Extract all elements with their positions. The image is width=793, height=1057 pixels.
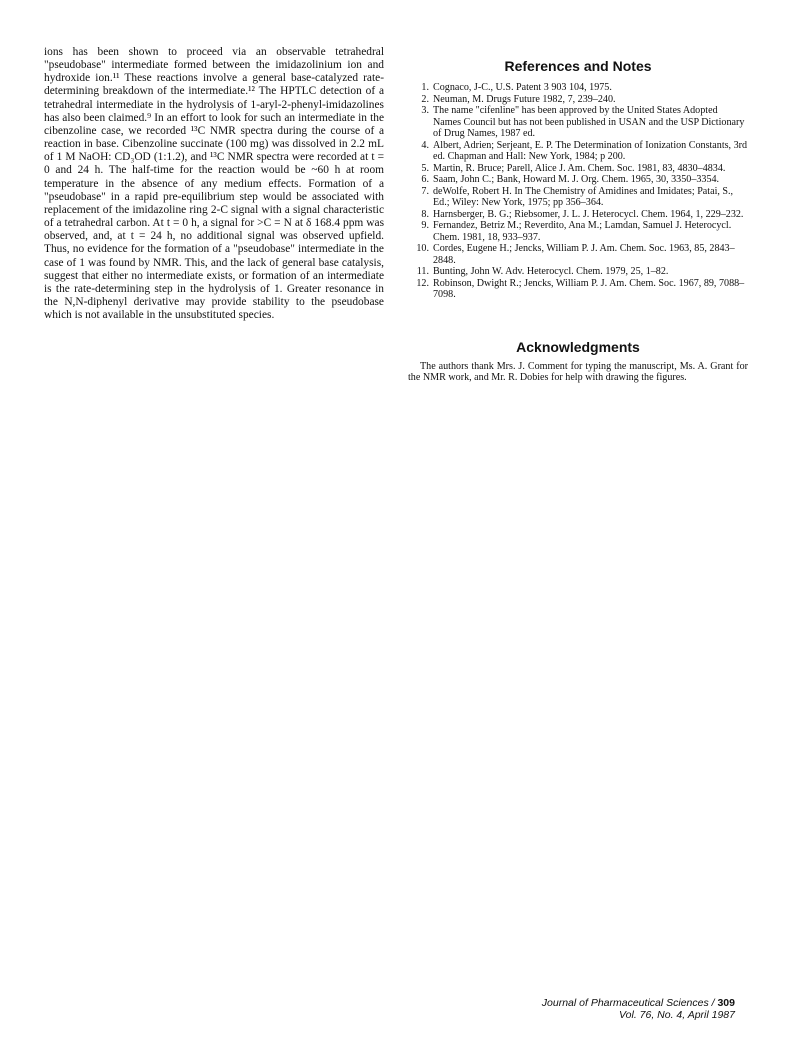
acknowledgments-heading: Acknowledgments <box>516 338 640 355</box>
references-heading: References and Notes <box>504 58 652 74</box>
reference-number: 7. <box>421 185 429 197</box>
reference-number: 5. <box>421 162 429 174</box>
references-list <box>408 82 748 301</box>
reference-item <box>408 94 748 106</box>
reference-item <box>408 174 748 186</box>
body-paragraph: ions has been shown to proceed via an observable tetrahedral "pseudobase" intermediate formed between the imidazolinium ion and hydroxide ion.¹¹ These reactions involve a general base-catalyzed rate-determining breakdown of the intermediate.¹² The HPTLC detection of a tetrahedral intermediate in the hydrolysis of 1-aryl-2-phenyl-imidazolines has also been claimed.⁹ In an effort to look for such an intermediate in the cibenzoline case, we recorded ¹³C NMR spectra during the course of a reaction in base. Cibenzoline succinate (100 mg) was dissolved in 2.2 mL of 1 M NaOH: CD₃OD (1:1.2), and ¹³C NMR spectra were recorded at t = 0 and 24 h. The half-time for the reaction would be ~60 h at room temperature in the absence of any medium effects. Formation of a "pseudobase" in a rapid pre-equilibrium step would be associated with replacement of the imidazoline ring 2-C signal with a signal characteristic of a tetrahedral carbon. At t = 0 h, a signal for >C = N at δ 168.4 ppm was observed, and, at t = 24 h, no additional signal was observed upfield. Thus, no evidence for the formation of a "pseudobase" intermediate in the case of 1 was found by NMR. This, and the lack of general base catalysis, suggest that either no intermediate exists, or formation of an intermediate is the rate-determining step in the hydrolysis of 1. Greater resonance in the N,N-diphenyl derivative may provide stability to the pseudobase which is not available in the unsubstituted species. <box>44 46 384 322</box>
reference-item <box>408 278 748 301</box>
reference-number: 9. <box>421 220 429 231</box>
left-column <box>44 46 384 322</box>
reference-item <box>408 140 748 163</box>
reference-text: deWolfe, Robert H. In The Chemistry of Amidines and Imidates; Patai, S., Ed.; Wiley: New York, 1975; pp 356–364. <box>433 185 734 208</box>
reference-text: Albert, Adrien; Serjeant, E. P. The Determination of Ionization Constants, 3rd ed. Chapman and Hall: New York, 1984; p 200. <box>433 139 748 162</box>
reference-number: 11. <box>416 266 429 277</box>
reference-number: 1. <box>421 82 429 93</box>
reference-number: 10. <box>416 243 429 254</box>
reference-number: 3. <box>421 105 429 116</box>
reference-text: Martin, R. Bruce; Parell, Alice J. Am. Chem. Soc. 1981, 83, 4830–4834. <box>433 162 726 174</box>
reference-number: 8. <box>421 208 429 220</box>
reference-item <box>408 220 748 243</box>
reference-text: Harnsberger, B. G.; Riebsomer, J. L. J. Heterocycl. Chem. 1964, 1, 229–232. <box>433 208 744 220</box>
reference-text: Cognaco, J-C., U.S. Patent 3 903 104, 1975. <box>433 82 612 93</box>
reference-number: 12. <box>416 277 429 289</box>
reference-item <box>408 82 748 94</box>
reference-item <box>408 105 748 140</box>
reference-item <box>408 163 748 175</box>
reference-item <box>408 186 748 209</box>
reference-text: Neuman, M. Drugs Future 1982, 7, 239–240. <box>433 93 616 105</box>
reference-number: 6. <box>421 174 429 185</box>
footer-issue: Vol. 76, No. 4, April 1987 <box>619 1009 735 1021</box>
reference-number: 2. <box>421 93 429 105</box>
footer-journal-line <box>542 997 735 1009</box>
reference-item <box>408 209 748 221</box>
reference-item <box>408 266 748 278</box>
page-footer <box>542 997 735 1021</box>
reference-item <box>408 243 748 266</box>
reference-text: Bunting, John W. Adv. Heterocycl. Chem. 1979, 25, 1–82. <box>433 266 669 277</box>
footer-journal: Journal of Pharmaceutical Sciences / <box>541 997 718 1009</box>
reference-text: The name "cifenline" has been approved by the United States Adopted Names Council but has not been published in USAN and the USP Dictionary of Drug Names, 1987 ed. <box>433 105 745 139</box>
reference-text: Saam, John C.; Bank, Howard M. J. Org. Chem. 1965, 30, 3350–3354. <box>433 174 720 185</box>
footer-page-number: 309 <box>717 997 735 1009</box>
right-column <box>408 46 748 384</box>
reference-text: Fernandez, Betriz M.; Reverdito, Ana M.; Lamdan, Samuel J. Heterocycl. Chem. 1981, 18, 933–937. <box>433 220 732 243</box>
reference-number: 4. <box>421 139 429 151</box>
acknowledgments-text: The authors thank Mrs. J. Comment for typing the manuscript, Ms. A. Grant for the NMR work, and Mr. R. Dobies for help with drawing the figures. <box>408 360 748 383</box>
reference-text: Cordes, Eugene H.; Jencks, William P. J. Am. Chem. Soc. 1963, 85, 2843–2848. <box>433 243 735 266</box>
reference-text: Robinson, Dwight R.; Jencks, William P. J. Am. Chem. Soc. 1967, 89, 7088–7098. <box>433 277 745 300</box>
